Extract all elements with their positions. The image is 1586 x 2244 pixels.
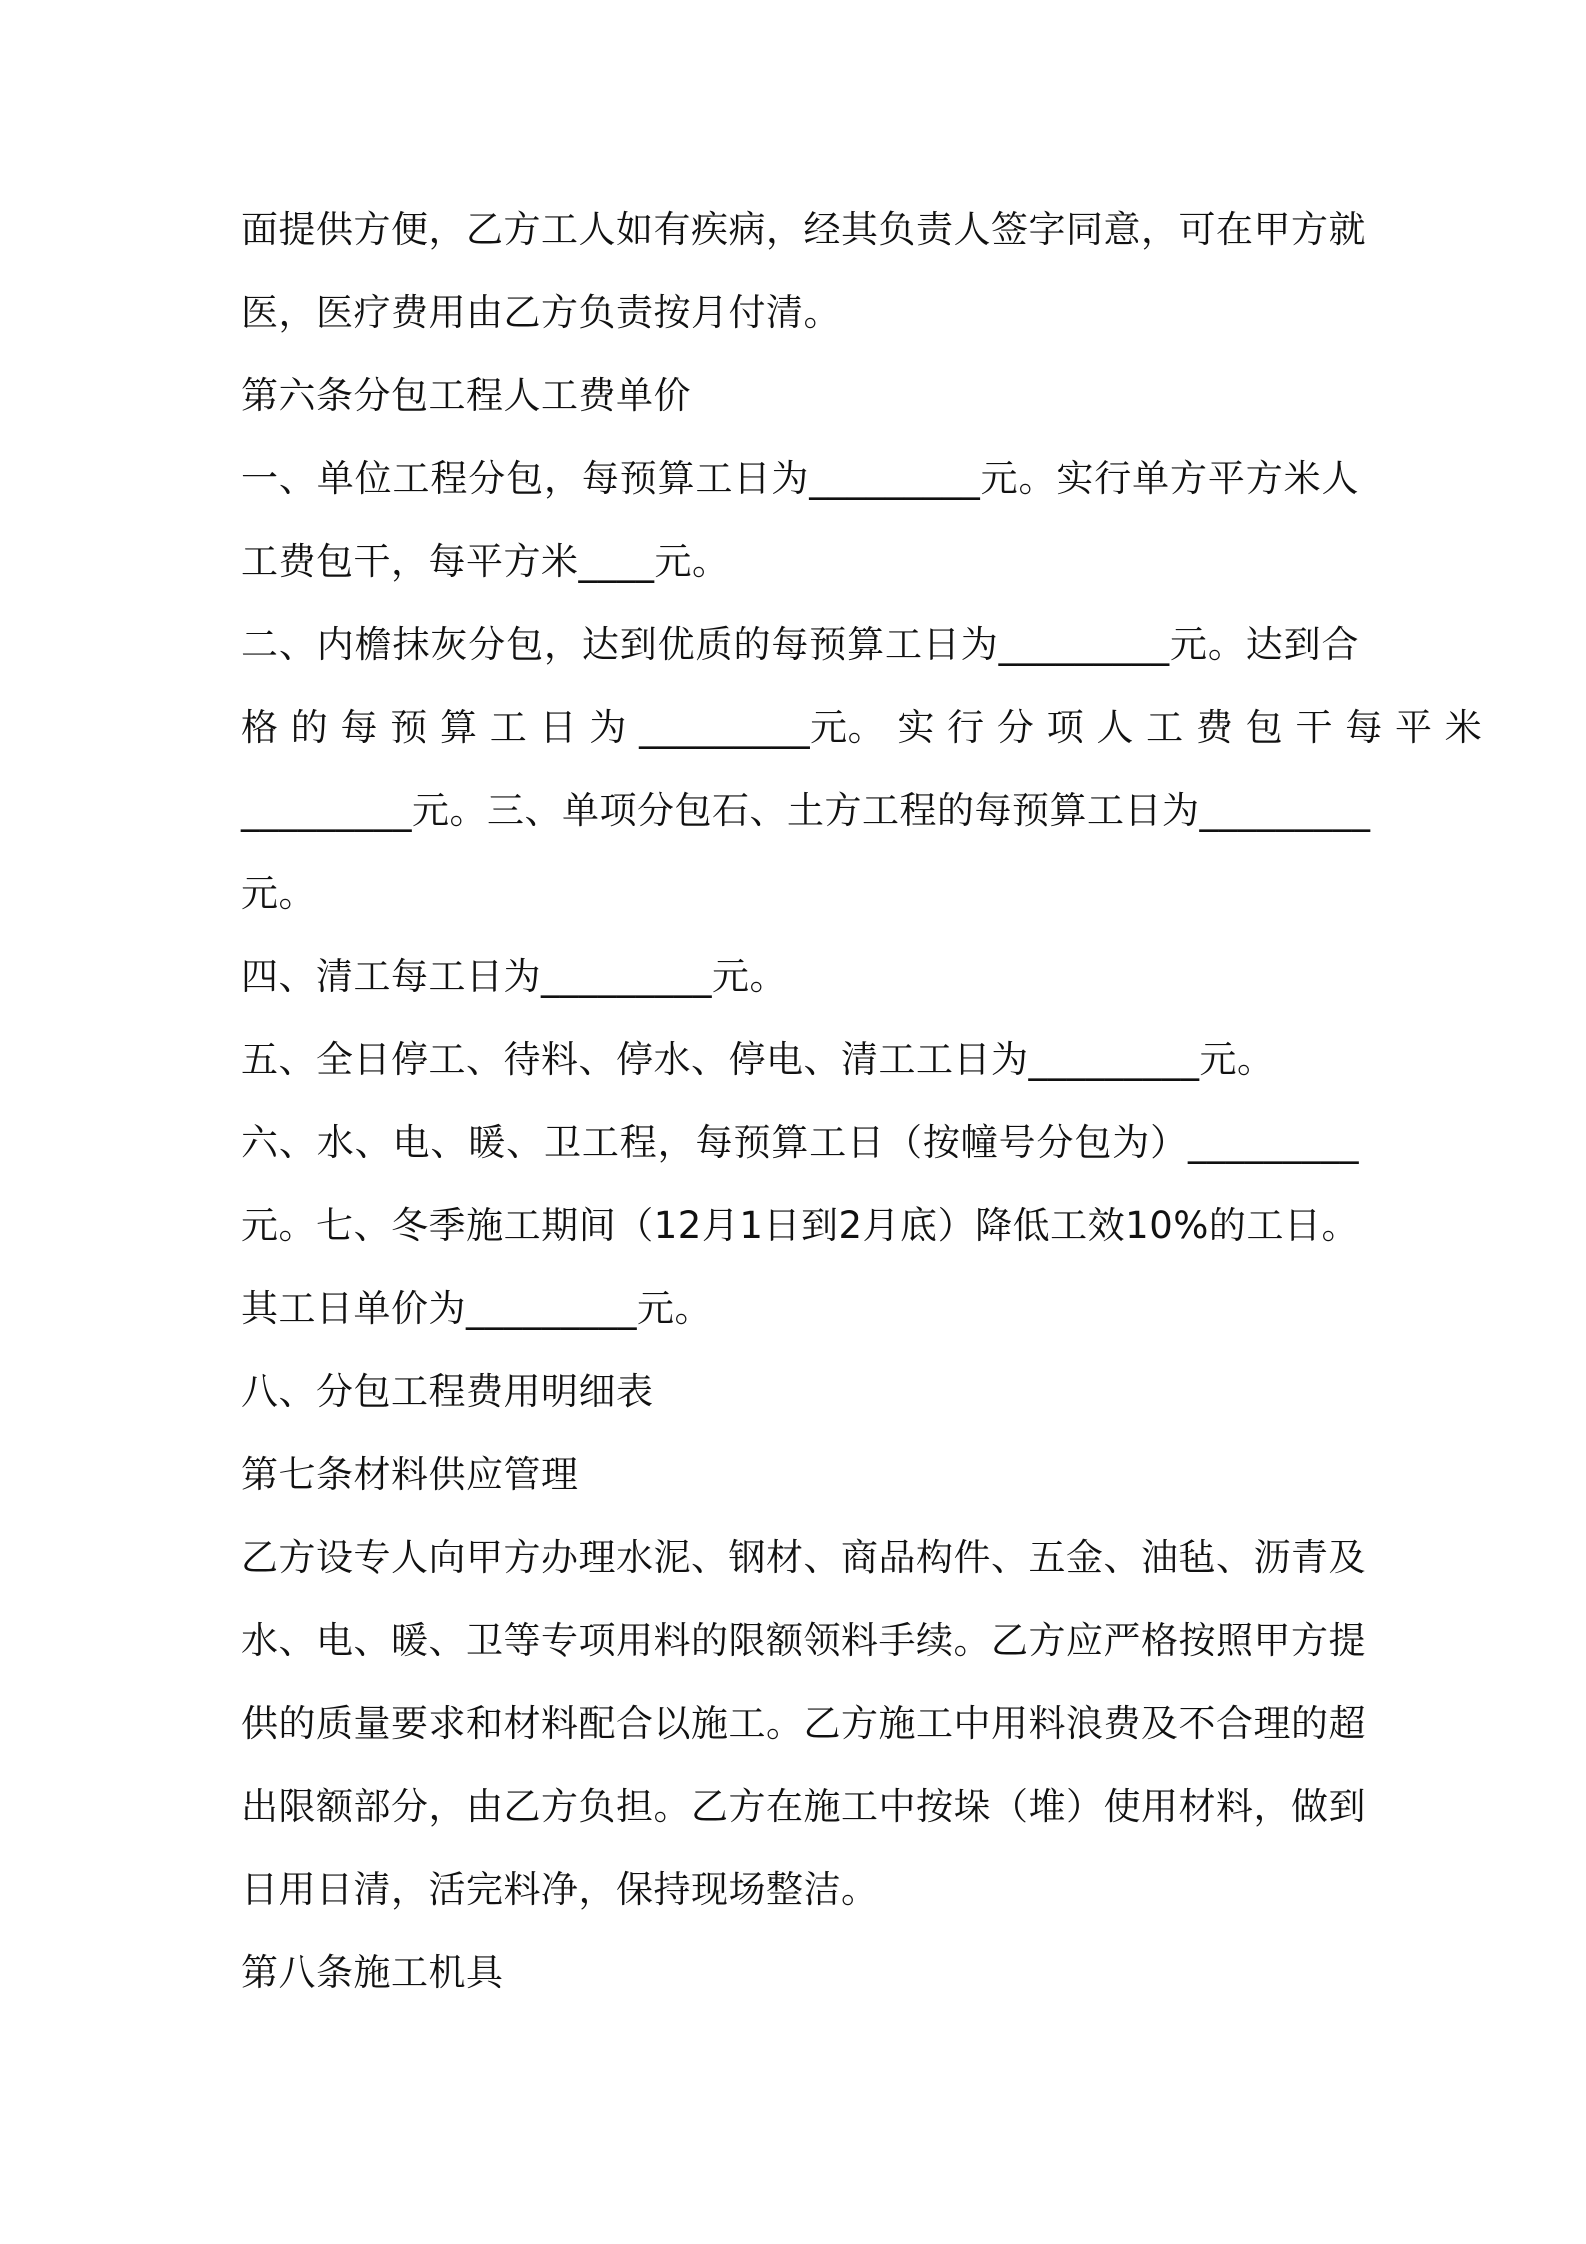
text-line: 供的质量要求和材料配合以施工。乙方施工中用料浪费及不合理的超 xyxy=(241,1702,1366,1745)
text-line: 元。七、冬季施工期间（12月1日到2月底）降低工效10%的工日。 xyxy=(241,1204,1359,1247)
text-line: 八、分包工程费用明细表 xyxy=(241,1370,654,1413)
text-line: 日用日清，活完料净，保持现场整洁。 xyxy=(241,1868,879,1911)
text-line: _________元。三、单项分包石、土方工程的每预算工日为_________ xyxy=(241,789,1371,832)
text-line: 乙方设专人向甲方办理水泥、钢材、商品构件、五金、油毡、沥青及 xyxy=(241,1536,1366,1579)
text-line: 一、单位工程分包，每预算工日为_________元。实行单方平方米人 xyxy=(241,457,1359,500)
text-line: 医，医疗费用由乙方负责按月付清。 xyxy=(241,291,841,334)
text-line: 其工日单价为_________元。 xyxy=(241,1287,712,1330)
text-line: 工费包干，每平方米____元。 xyxy=(241,540,730,583)
text-line: 四、清工每工日为_________元。 xyxy=(241,955,787,998)
document-page xyxy=(241,204,1483,2030)
text-line: 五、全日停工、待料、停水、停电、清工工日为_________元。 xyxy=(241,1038,1275,1081)
section-heading: 第六条分包工程人工费单价 xyxy=(241,374,691,417)
section-heading: 第八条施工机具 xyxy=(241,1951,504,1994)
text-line: 水、电、暖、卫等专项用料的限额领料手续。乙方应严格按照甲方提 xyxy=(241,1619,1366,1662)
text-line: 元。 xyxy=(241,872,316,915)
text-line: 面提供方便，乙方工人如有疾病，经其负责人签字同意，可在甲方就 xyxy=(241,208,1366,251)
text-line: 六、水、电、暖、卫工程，每预算工日（按幢号分包为）_________ xyxy=(241,1121,1359,1164)
text-line: 出限额部分，由乙方负担。乙方在施工中按垛（堆）使用材料，做到 xyxy=(241,1785,1366,1828)
section-heading: 第七条材料供应管理 xyxy=(241,1453,579,1496)
text-line: 二、内檐抹灰分包，达到优质的每预算工日为_________元。达到合 xyxy=(241,623,1359,666)
text-line: 格 的 每 预 算 工 日 为 _________元。 实 行 分 项 人 工 费 包 干 每 平 米 xyxy=(241,706,1483,749)
